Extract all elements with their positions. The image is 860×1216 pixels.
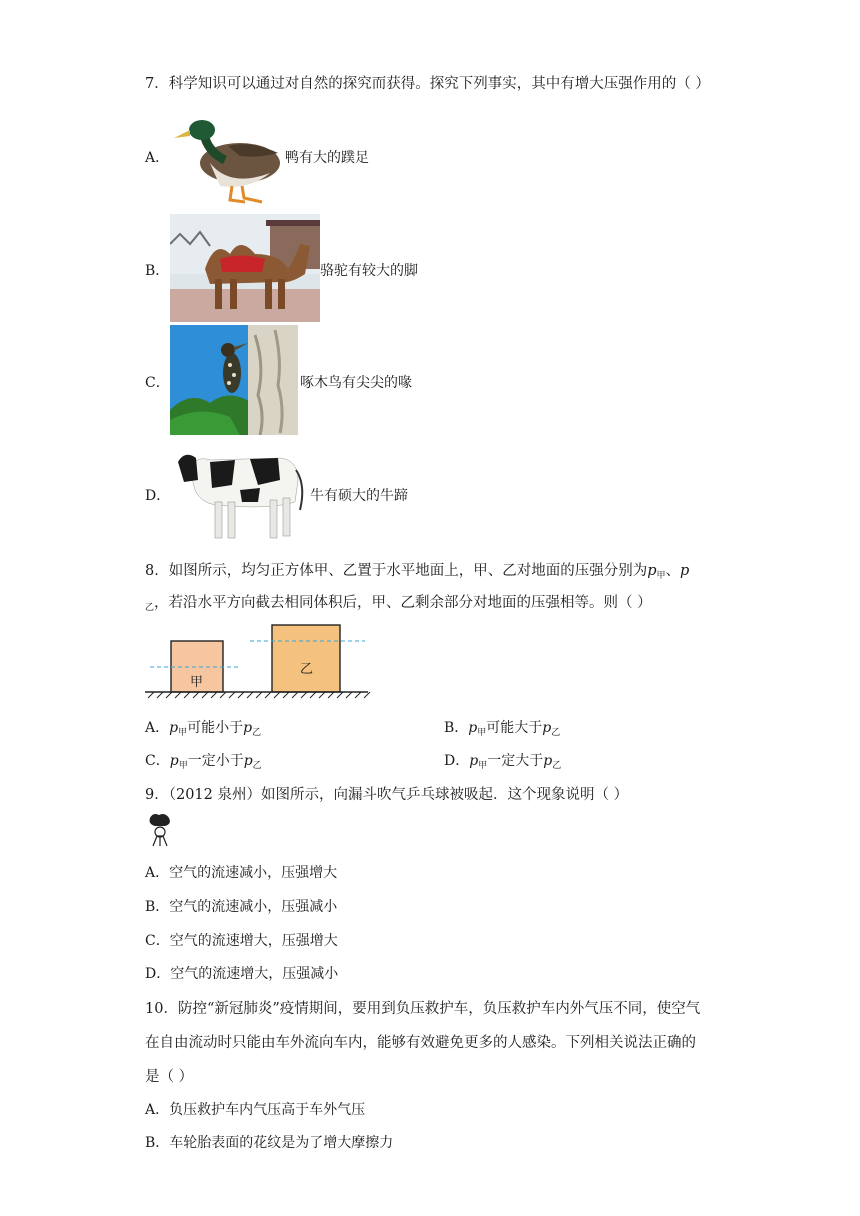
q9-option-d: D．空气的流速增大，压强减小 <box>145 966 339 982</box>
q8-option-d: D．$p_甲$一定大于$p_乙$ <box>444 753 562 771</box>
q7-option-b-letter: B． <box>145 263 170 279</box>
q7-option-c-text: 啄木鸟有尖尖的喙 <box>300 375 412 391</box>
q7-option-d-text: 牛有硕大的牛蹄 <box>310 488 408 504</box>
q10-stem-line2: 在自由流动时只能由车外流向车内，能够有效避免更多的人感染。下列相关说法正确的 <box>145 1035 696 1051</box>
q8-stem-line2: $_乙$，若沿水平方向截去相同体积后，甲、乙剩余部分对地面的压强相等。则（ ） <box>145 595 652 613</box>
q8-figure <box>140 620 375 700</box>
q9-option-c: C．空气的流速增大，压强增大 <box>145 933 338 949</box>
q10-stem-line3: 是（ ） <box>145 1069 194 1085</box>
block-yi-label: 乙 <box>300 662 314 677</box>
q10-option-b: B．车轮胎表面的花纹是为了增大摩擦力 <box>145 1135 394 1151</box>
q8-option-c: C．$p_甲$一定小于$p_乙$ <box>145 753 262 771</box>
cow-image <box>170 440 310 545</box>
woodpecker-image <box>170 325 298 435</box>
q9-option-b: B．空气的流速减小，压强减小 <box>145 899 338 915</box>
q7-stem: 7．科学知识可以通过对自然的探究而获得。探究下列事实，其中有增大压强作用的（ ） <box>145 76 710 92</box>
q7-option-d-letter: D． <box>145 488 171 504</box>
q7-option-c-letter: C． <box>145 375 170 391</box>
q8-stem-line1: 8．如图所示，均匀正方体甲、乙置于水平地面上，甲、乙对地面的压强分别为$p_甲$、p <box>145 563 690 581</box>
q9-stem: 9．（2012 泉州）如图所示，向漏斗吹气乒乓球被吸起．这个现象说明（ ） <box>145 787 629 803</box>
funnel-ball-image <box>147 812 173 848</box>
q7-option-a-text: 鸭有大的蹼足 <box>285 150 369 166</box>
duck-image <box>170 108 285 208</box>
block-jia-label: 甲 <box>190 675 204 690</box>
q10-option-a: A．负压救护车内气压高于车外气压 <box>145 1102 366 1118</box>
q9-option-a: A．空气的流速减小，压强增大 <box>145 865 338 881</box>
q10-stem-line1: 10．防控“新冠肺炎”疫情期间，要用到负压救护车，负压救护车内外气压不同，使空气 <box>145 1001 701 1017</box>
camel-image <box>170 214 320 322</box>
q8-option-b: B．$p_甲$可能大于$p_乙$ <box>444 720 561 738</box>
q7-option-b-text: 骆驼有较大的脚 <box>320 263 418 279</box>
q7-option-a-letter: A． <box>145 150 170 166</box>
q8-option-a: A．$p_甲$可能小于$p_乙$ <box>145 720 262 738</box>
